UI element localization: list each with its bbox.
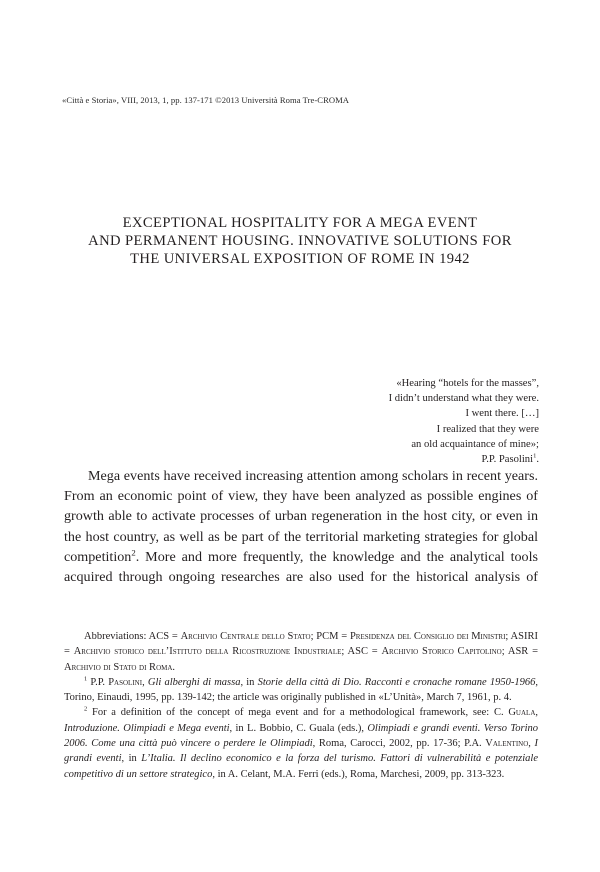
note-text: , in bbox=[121, 753, 142, 765]
footnote-number: 1 bbox=[84, 675, 88, 683]
work-title: L’Italia. Il declino economico e la forza del turismo. Fattori di vulnerabilità e potenziale competitivo di un settore strategico bbox=[64, 753, 539, 780]
epigraph-author: P.P. Pasolini bbox=[481, 454, 534, 466]
note-text: P.P. bbox=[87, 676, 109, 688]
note-text: , Roma, Carocci, 2002, pp. 17-36; P.A. bbox=[312, 738, 486, 750]
note-text: , in bbox=[240, 676, 258, 688]
journal-citation-header: «Città e Storia», VIII, 2013, 1, pp. 137-171 ©2013 Università Roma Tre-CROMA bbox=[62, 95, 350, 105]
note-text: ; ASC = bbox=[341, 646, 382, 658]
footnote-ref-2[interactable]: 2 bbox=[131, 547, 136, 558]
note-text: For a definition of the concept of mega event and for a methodological framework, see: C. bbox=[87, 707, 509, 719]
author-name: Pasolini bbox=[108, 676, 143, 688]
work-title: Storie della città di Dio. Racconti e cronache romane 1950-1966 bbox=[257, 676, 536, 688]
note-text: , in L. Bobbio, C. Guala (eds.), bbox=[229, 722, 368, 734]
paragraph-text: . More and more frequently, the knowledge and the analytical tools acquired through ongoing researches are also used for the historical analysis of bbox=[64, 548, 538, 586]
note-text: ; ASIRI = bbox=[64, 631, 538, 658]
note-text: , in A. Celant, M.A. Ferri (eds.), Roma, Marchesi, 2009, pp. 313-323. bbox=[212, 768, 505, 780]
work-title: Gli alberghi di massa bbox=[147, 676, 241, 688]
note-text: , Torino, Einaudi, 1995, pp. 139-142; the article was originally published in «L’Unità», March 7, 1961, p. 4. bbox=[64, 676, 538, 704]
paragraph bbox=[64, 466, 538, 587]
paragraph-text: Mega events have received increasing attention among scholars in recent years. From an economic point of view, they have been analyzed as possible engines of growth able to activate processes of urban regeneration in the host city, or even in the host country, as well as be part of the territorial marketing strategies for global competition bbox=[64, 468, 538, 565]
note-text: , bbox=[535, 707, 538, 719]
footnote-1 bbox=[64, 675, 538, 706]
archive-name: Archivio di Stato di Roma bbox=[64, 661, 173, 673]
work-title: I grandi eventi bbox=[64, 738, 539, 765]
footnote-number: 2 bbox=[84, 705, 88, 713]
title-line: THE UNIVERSAL EXPOSITION OF ROME IN 1942 bbox=[130, 251, 470, 267]
footnotes bbox=[64, 629, 538, 782]
note-text: , bbox=[528, 738, 535, 750]
note-text: ; ASR = bbox=[501, 646, 538, 658]
footnote-ref-1[interactable]: 1 bbox=[533, 452, 537, 460]
archive-name: Archivio Centrale dello Stato bbox=[180, 631, 311, 642]
note-text: . bbox=[172, 661, 176, 673]
note-text: ; PCM = bbox=[310, 631, 350, 642]
title-line: AND PERMANENT HOUSING. INNOVATIVE SOLUTIONS FOR bbox=[88, 233, 512, 249]
note-text: Abbreviations: ACS = bbox=[84, 631, 181, 642]
epigraph-tail: . bbox=[536, 454, 539, 466]
epigraph-attribution bbox=[300, 452, 539, 467]
epigraph-line: I went there. […] bbox=[465, 408, 539, 420]
note-text: , bbox=[142, 676, 148, 688]
work-title: Introduzione. Olimpiadi e Mega eventi bbox=[64, 722, 230, 734]
article-title bbox=[60, 214, 540, 268]
work-title: Olimpiadi e grandi eventi. Verso Torino 2006. Come una città può vincere o perdere le Olimpiadi bbox=[64, 722, 538, 750]
archive-name: Archivio Storico Capitolino bbox=[381, 646, 502, 658]
footnote-2 bbox=[64, 705, 538, 781]
author-name: Guala bbox=[508, 707, 536, 719]
title-line: EXCEPTIONAL HOSPITALITY FOR A MEGA EVENT bbox=[122, 215, 478, 231]
author-name: Valentino bbox=[485, 738, 529, 750]
epigraph-line: I realized that they were bbox=[436, 423, 539, 435]
abbreviations-note bbox=[64, 629, 538, 675]
archive-name: Presidenza del Consiglio dei Ministri bbox=[349, 631, 506, 642]
archive-name: Archivio storico dell’Istituto della Ricostruzione Industriale bbox=[73, 646, 342, 658]
epigraph-line: I didn’t understand what they were. bbox=[388, 393, 539, 405]
epigraph-line: an old acquaintance of mine»; bbox=[411, 438, 539, 450]
body-paragraph bbox=[64, 466, 538, 587]
epigraph-line: «Hearing “hotels for the masses”, bbox=[396, 378, 539, 389]
epigraph bbox=[300, 376, 539, 467]
